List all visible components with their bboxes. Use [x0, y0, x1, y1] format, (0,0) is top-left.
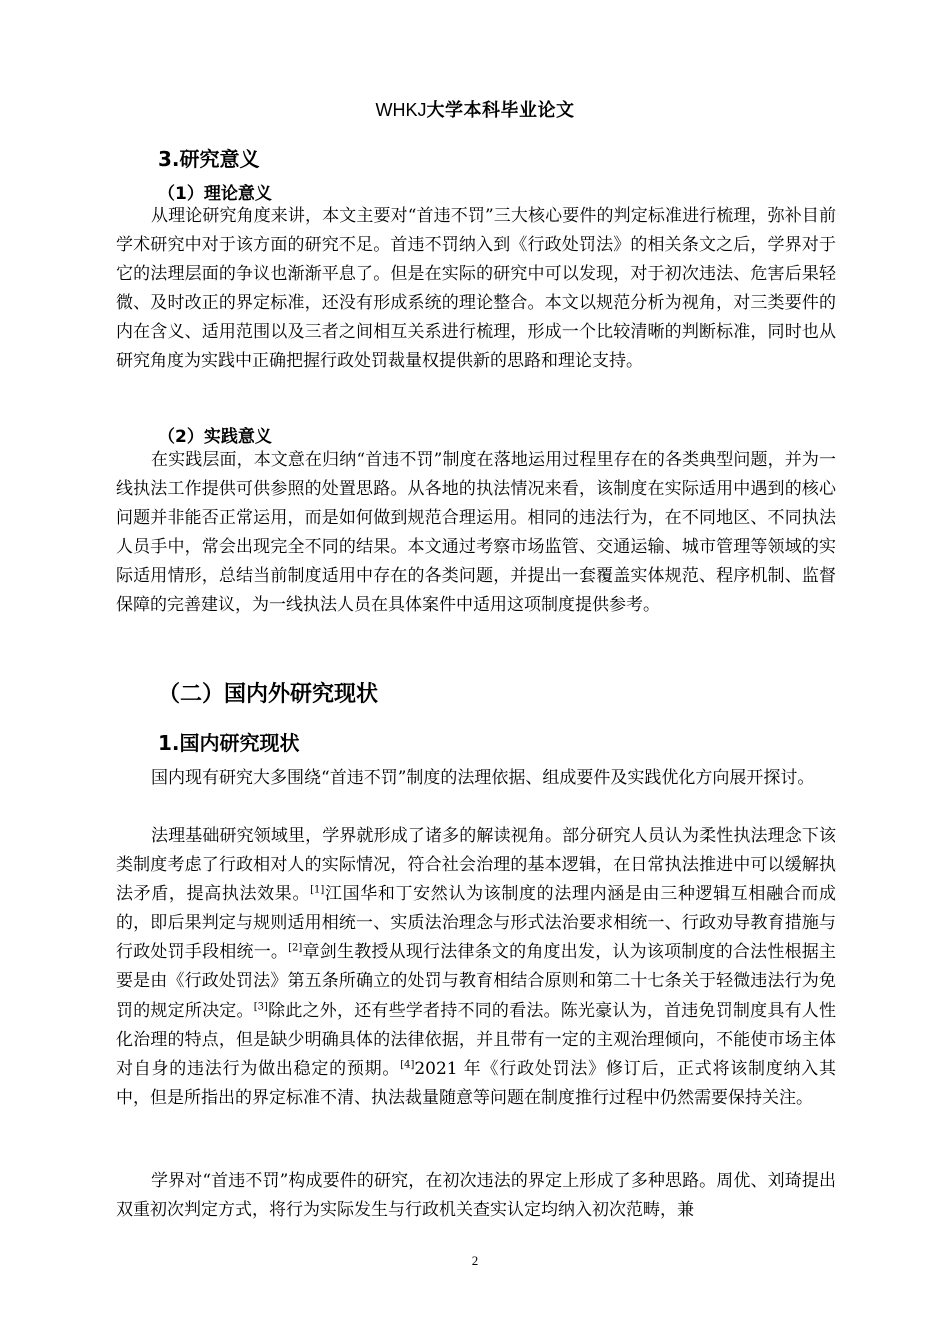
header-title: 大学本科毕业论文 — [426, 100, 575, 121]
text-segment: 除此之外，还有些学者持不同的看法。陈光豪认为，首违免罚制度具有人性化治理的特点，但是缺少明确具体的法律依据，并且带有一定的主观治理倾向，不能使市场主体对自身的违法行为做出稳定的预期。 — [116, 1000, 837, 1079]
citation-3: [3] — [253, 1000, 268, 1012]
paragraph-domestic-intro: 国内现有研究大多围绕“首违不罚”制度的法理依据、组成要件及实践优化方向展开探讨。 — [151, 768, 815, 788]
text-segment: 2021 年《行政处罚法》修订后，正式将该制度纳入其中，但是所指出的界定标准不清、执法裁量随意等问题在制度推行过程中仍然需要保持关注。 — [116, 1058, 837, 1108]
citation-1: [1] — [310, 884, 325, 896]
text-segment: 法理基础研究领域里，学界就形成了诸多的解读视角。部分研究人员认为柔性执法理念下该类制度考虑了行政相对人的实际情况，符合社会治理的基本逻辑，在日常执法推进中可以缓解执法矛盾，提高执法效果。 — [116, 826, 836, 905]
citation-2: [2] — [288, 942, 303, 954]
header-latin: WHKJ — [375, 100, 427, 120]
citation-4: [4] — [400, 1059, 415, 1071]
subheading-theoretical: （1）理论意义 — [158, 184, 272, 204]
section-heading-research-status: （二）国内外研究现状 — [158, 682, 379, 707]
paragraph-constituent-elements: 学界对“首违不罚”构成要件的研究，在初次违法的界定上形成了多种思路。周优、刘琦提出双重初次判定方式，将行为实际发生与行政机关查实认定均纳入初次范畴，兼 — [116, 1171, 836, 1221]
heading-domestic-status: 1.国内研究现状 — [158, 731, 300, 755]
subheading-practical: （2）实践意义 — [158, 427, 272, 447]
paragraph-theoretical: 从理论研究角度来讲，本文主要对“首违不罚”三大核心要件的判定标准进行梳理，弥补目前学术研究中对于该方面的研究不足。首违不罚纳入到《行政处罚法》的相关条文之后，学界对于它的法理层面的争议也渐渐平息了。但是在实际的研究中可以发现，对于初次违法、危害后果轻微、及时改正的界定标准，还没有形成系统的理论整合。本文以规范分析为视角，对三类要件的内在含义、适用范围以及三者之间相互关系进行梳理，形成一个比较清晰的判断标准，同时也从研究角度为实践中正确把握行政处罚裁量权提供新的思路和理论支持。 — [116, 206, 836, 372]
text-segment: 江国华和丁安然认为该制度的法理内涵是由三种逻辑互相融合而成的，即后果判定与规则适用相统一、实质法治理念与形式法治要求相统一、行政劝导教育措施与行政处罚手段相统一。 — [116, 884, 837, 963]
page-header — [0, 96, 950, 122]
paragraph-practical: 在实践层面，本文意在归纳“首违不罚”制度在落地运用过程里存在的各类典型问题，并为一线执法工作提供可供参照的处置思路。从各地的执法情况来看，该制度在实际适用中遇到的核心问题并非能否正常运用，而是如何做到规范合理运用。相同的违法行为，在不同地区、不同执法人员手中，常会出现完全不同的结果。本文通过考察市场监管、交通运输、城市管理等领域的实际适用情形，总结当前制度适用中存在的各类问题，并提出一套覆盖实体规范、程序机制、监督保障的完善建议，为一线执法人员在具体案件中适用这项制度提供参考。 — [116, 450, 836, 616]
page-number: 2 — [471, 1253, 479, 1268]
heading-research-significance: 3.研究意义 — [158, 147, 260, 171]
paragraph-legal-basis — [116, 822, 836, 1113]
text-segment: 章剑生教授从现行法律条文的角度出发，认为该项制度的合法性根据主要是由《行政处罚法》第五条所确立的处罚与教育相结合原则和第二十七条关于轻微违法行为免罚的规定所决定。 — [116, 942, 837, 1021]
